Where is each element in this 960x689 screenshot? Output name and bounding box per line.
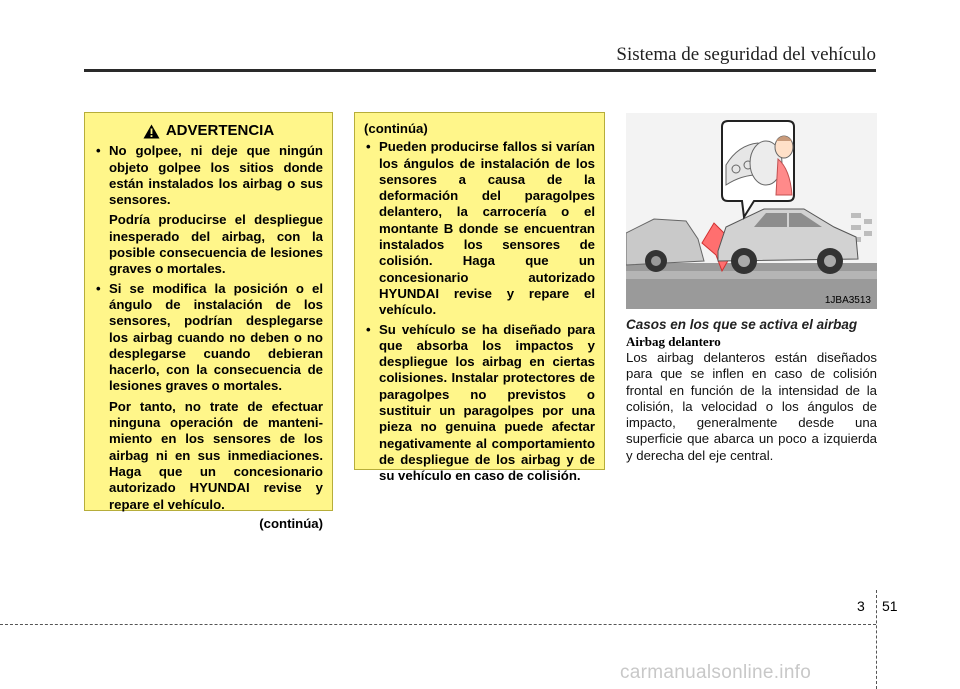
section-subtitle: Airbag delantero [626,334,721,349]
warning-item: • Si se modifica la posición o el ángulo de instalación de los sensores, podrían desplegarse los airbag cuando no deben o no desplegarse cuando debieran hacerlo, con la consecuencia de lesiones graves o mortales. Por tanto, no trate de efectuar ninguna operación de manteni-miento en los sensores de los airbag ni en sus inmediaciones. Haga que un concesionario autorizado HYUNDAI revise y repare el vehículo. [96,280,323,512]
warning-item-paragraph: Por tanto, no trate de efectuar ninguna operación de manteni-miento en los sensores de los airbag ni en sus inmediaciones. Haga que un concesionario autorizado HYUNDAI revise y repare el vehículo. [109,398,323,512]
header-rule [84,69,876,72]
warning-title [94,123,323,139]
warning-item-text: Pueden producirse fallos si varían los ángulos de instalación de los sensores a causa de la deformación del paragolpes delantero, la carrocería o el montante B donde se encuentran instalados los sensores de colisión. Haga que un concesionario autorizado HYUNDAI revise y repare el vehículo. [379,139,595,318]
section-title: Casos en los que se activa el airbag [626,317,858,332]
warning-title-text: ADVERTENCIA [165,122,275,139]
warning-triangle-icon [143,124,160,139]
warning-item: • Pueden producirse fallos si varían los ángulos de instalación de los sensores a causa de la deformación del paragolpes delantero, la carrocería o el montante B donde se encuentran instalados los sensores de colisión. Haga que un concesionario autorizado HYUNDAI revise y repare el vehículo. [366,139,595,318]
continued-label: (continúa) [364,121,428,136]
warning-item-text: Si se modifica la posición o el ángulo de instalación de los sensores, podrían desplegarse los airbag cuando no deben o no desplegarse cuando debieran hacerlo, con la consecuencia de lesiones graves o mortales. [109,280,323,394]
collision-drawing [626,113,877,309]
warning-item-text: No golpee, ni deje que ningún objeto golpee los sitios donde están instalados los airbag o sus sensores. [109,143,323,208]
warning-box [84,112,333,531]
page-number: 51 [882,598,898,614]
section-body: Los airbag delanteros están diseñados para que se inflen en caso de colisión frontal en función de la intensidad de la colisión, la velocidad o los ángulos de impacto, generalmente desde una superficie que abarca un poco a izquierda y derecha del eje central. [626,350,877,463]
footer-divider [876,590,877,689]
footer-rule [0,624,876,625]
chapter-number: 3 [857,598,865,614]
airbag-collision-illustration [626,113,877,309]
illustration-code: 1JBA3513 [824,295,871,306]
warning-item: • Su vehículo se ha diseñado para que absorba los impactos y despliegue los airbag en ciertas colisiones. Instalar protectores de paragolpes no previstos o sustituir un paragolpes por una pieza no genuina puede afectar negativamente al comportamiento de despliegue de los airbag y de su vehículo en caso de colisión. [366,321,595,484]
section-header-title: Sistema de seguridad del vehículo [616,44,876,65]
continued-warning-box [354,112,605,484]
continued-label: (continúa) [259,515,323,531]
warning-item-text: Su vehículo se ha diseñado para que absorba los impactos y despliegue los airbag en ciertas colisiones. Instalar protectores de paragolpes no previstos o sustituir un paragolpes por una pieza no genuina puede afectar negativamente al comportamiento de despliegue de los airbag y de su vehículo en caso de colisión. [379,321,595,484]
warning-item-paragraph: Podría producirse el despliegue inesperado del airbag, con la posible consecuencia de lesiones graves o mortales. [109,212,323,277]
watermark: carmanualsonline.info [620,662,812,683]
warning-item: • No golpee, ni deje que ningún objeto golpee los sitios donde están instalados los airbag o sus sensores. Podría producirse el despliegue inesperado del airbag, con la posible consecuencia de lesiones graves o mortales. [96,143,323,277]
